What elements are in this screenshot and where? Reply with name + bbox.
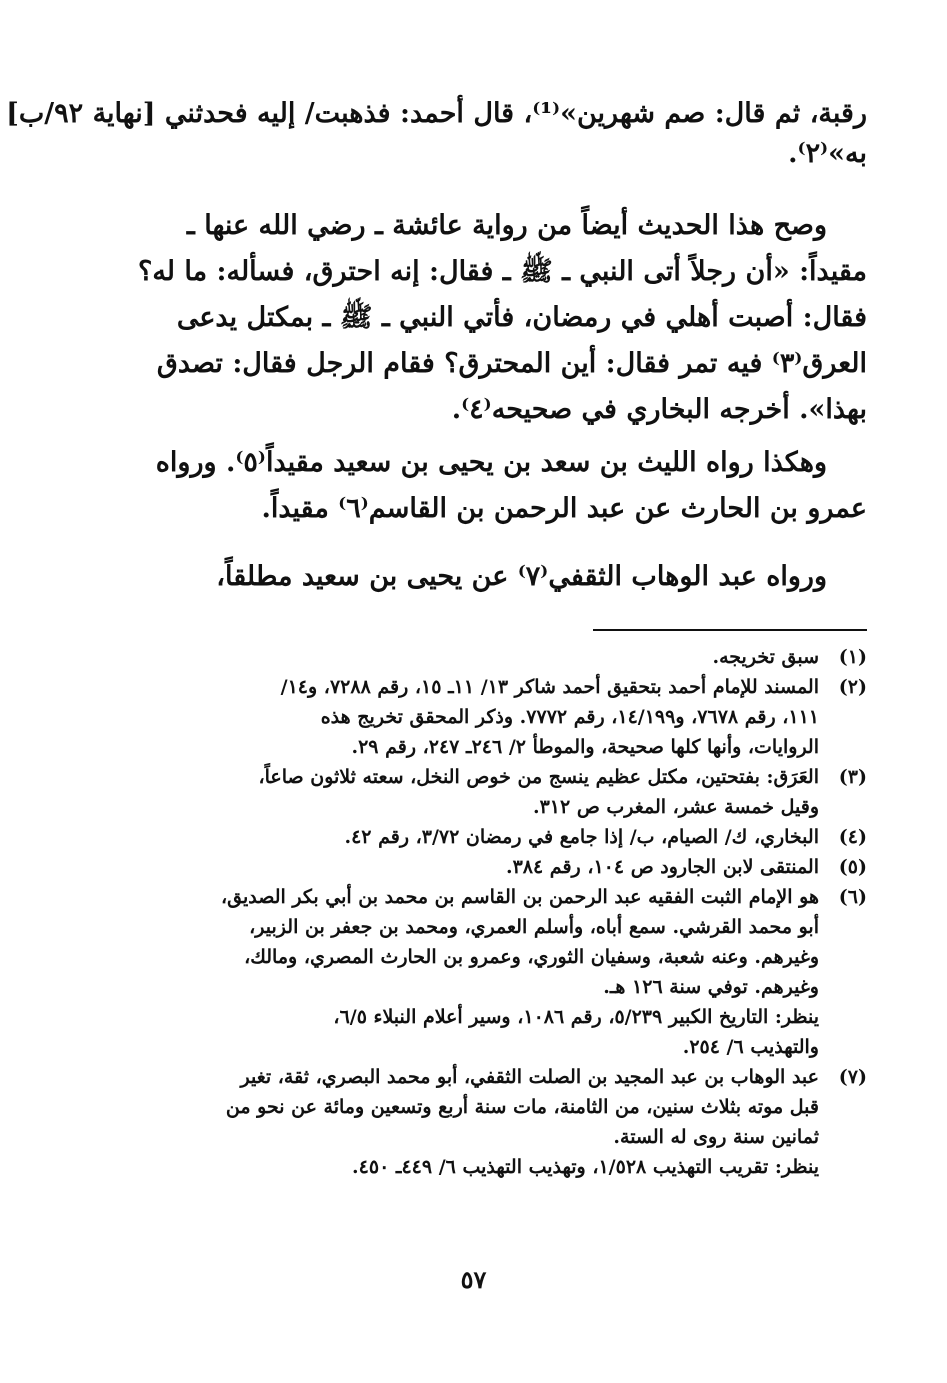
text-line: عمرو بن الحارث عن عبد الرحمن بن القاسم⁽٦⁾ مقيداً. xyxy=(261,493,867,524)
footnote-line: وقيل خمسة عشر، المغرب ص ٣١٢. xyxy=(532,796,819,818)
footnote-number: (٣) xyxy=(838,766,867,788)
footnote-line: عبد الوهاب بن عبد المجيد بن الصلت الثقفي، أبو محمد البصري، ثقة، تغير xyxy=(240,1066,819,1088)
footnote-line: وغيرهم. وعنه شعبة، وسفيان الثوري، وعمرو بن الحارث المصري، ومالك، xyxy=(244,946,819,968)
footnote-line: ١١١، رقم ٧٦٧٨، و١٤/١٩٩، رقم ٧٧٧٢. وذكر المحقق تخريج هذه xyxy=(320,706,819,728)
footnote-line: ثمانين سنة روى له الستة. xyxy=(613,1126,819,1148)
footnote-number: (٢) xyxy=(838,676,867,698)
footnote-number: (٦) xyxy=(838,886,867,908)
footnote-line: المسند للإمام أحمد بتحقيق أحمد شاكر ١٣/ ١١ـ ١٥، رقم ٧٢٨٨، و١٤/ xyxy=(280,676,819,698)
text-line: به»⁽٢⁾. xyxy=(788,138,867,169)
footnote-6 xyxy=(150,882,867,1062)
text-line: فقال: أصبت أهلي في رمضان، فأتي النبي ـ ﷺ ـ بمكتل يدعى xyxy=(176,302,867,333)
footnote-line: ينظر: تقريب التهذيب ١/٥٢٨، وتهذيب التهذيب ٦/ ٤٤٩ـ ٤٥٠. xyxy=(352,1156,819,1178)
footnote-line: البخاري، ك/ الصيام، ب/ إذا جامع في رمضان ٣/٧٢، رقم ٤٢. xyxy=(344,826,819,848)
footnotes xyxy=(150,642,867,1182)
footnote-line: الروايات، وأنها كلها صحيحة، والموطأ ٢/ ٢٤٦ـ ٢٤٧، رقم ٢٩. xyxy=(351,736,819,758)
footnote-line: هو الإمام الثبت الفقيه عبد الرحمن بن القاسم بن محمد بن أبي بكر الصديق، xyxy=(221,886,819,908)
footnote-number: (٥) xyxy=(838,856,867,878)
text-line: مقيداً: «أن رجلاً أتى النبي ـ ﷺ ـ فقال: إنه احترق، فسأله: ما له؟ xyxy=(137,256,867,287)
footnote-3 xyxy=(150,762,867,822)
footnote-number: (٧) xyxy=(838,1066,867,1088)
footnote-number: (١) xyxy=(838,646,867,668)
footnote-5 xyxy=(150,852,867,882)
footnote-4 xyxy=(150,822,867,852)
footnote-line: وغيرهم. توفي سنة ١٢٦ هـ. xyxy=(603,976,819,998)
footnote-1 xyxy=(150,642,867,672)
text-line: العرق⁽٣⁾ فيه تمر فقال: أين المحترق؟ فقام الرجل فقال: تصدق xyxy=(156,348,867,379)
page-number: ٥٧ xyxy=(460,1265,487,1294)
text-line: رقبة، ثم قال: صم شهرين»⁽¹⁾، قال أحمد: فذهبت/ إليه فحدثني [نهاية ٩٢/ب] xyxy=(6,98,867,129)
footnote-line: ينظر: التاريخ الكبير ٥/٢٣٩، رقم ١٠٨٦، وسير أعلام النبلاء ٦/٥، xyxy=(333,1006,819,1028)
text-line: وصح هذا الحديث أيضاً من رواية عائشة ـ رضي الله عنها ـ xyxy=(186,210,827,241)
text-line: ورواه عبد الوهاب الثقفي⁽٧⁾ عن يحيى بن سعيد مطلقاً، xyxy=(216,561,827,592)
footnote-line: قبل موته بثلاث سنين، من الثامنة، مات سنة أربع وتسعين ومائة عن نحو من xyxy=(225,1096,819,1118)
footnote-line: والتهذيب ٦/ ٢٥٤. xyxy=(682,1036,819,1058)
footnote-line: أبو محمد القرشي. سمع أباه، وأسلم العمري، ومحمد بن جعفر بن الزبير، xyxy=(249,916,819,938)
footnote-line: العَرَق: بفتحتين، مكتل عظيم ينسج من خوص النخل، سعته ثلاثون صاعاً، xyxy=(258,766,819,788)
footnote-2 xyxy=(150,672,867,762)
text-line: وهكذا رواه الليث بن سعد بن يحيى بن سعيد مقيداً⁽٥⁾. ورواه xyxy=(155,447,827,478)
footnote-7 xyxy=(150,1062,867,1182)
footnote-number: (٤) xyxy=(838,826,867,848)
text-line: بهذا». أخرجه البخاري في صحيحه⁽٤⁾. xyxy=(451,394,867,425)
footnote-line: المنتقى لابن الجارود ص ١٠٤، رقم ٣٨٤. xyxy=(505,856,819,878)
footnote-line: سبق تخريجه. xyxy=(712,646,819,668)
footnote-separator xyxy=(593,629,867,631)
